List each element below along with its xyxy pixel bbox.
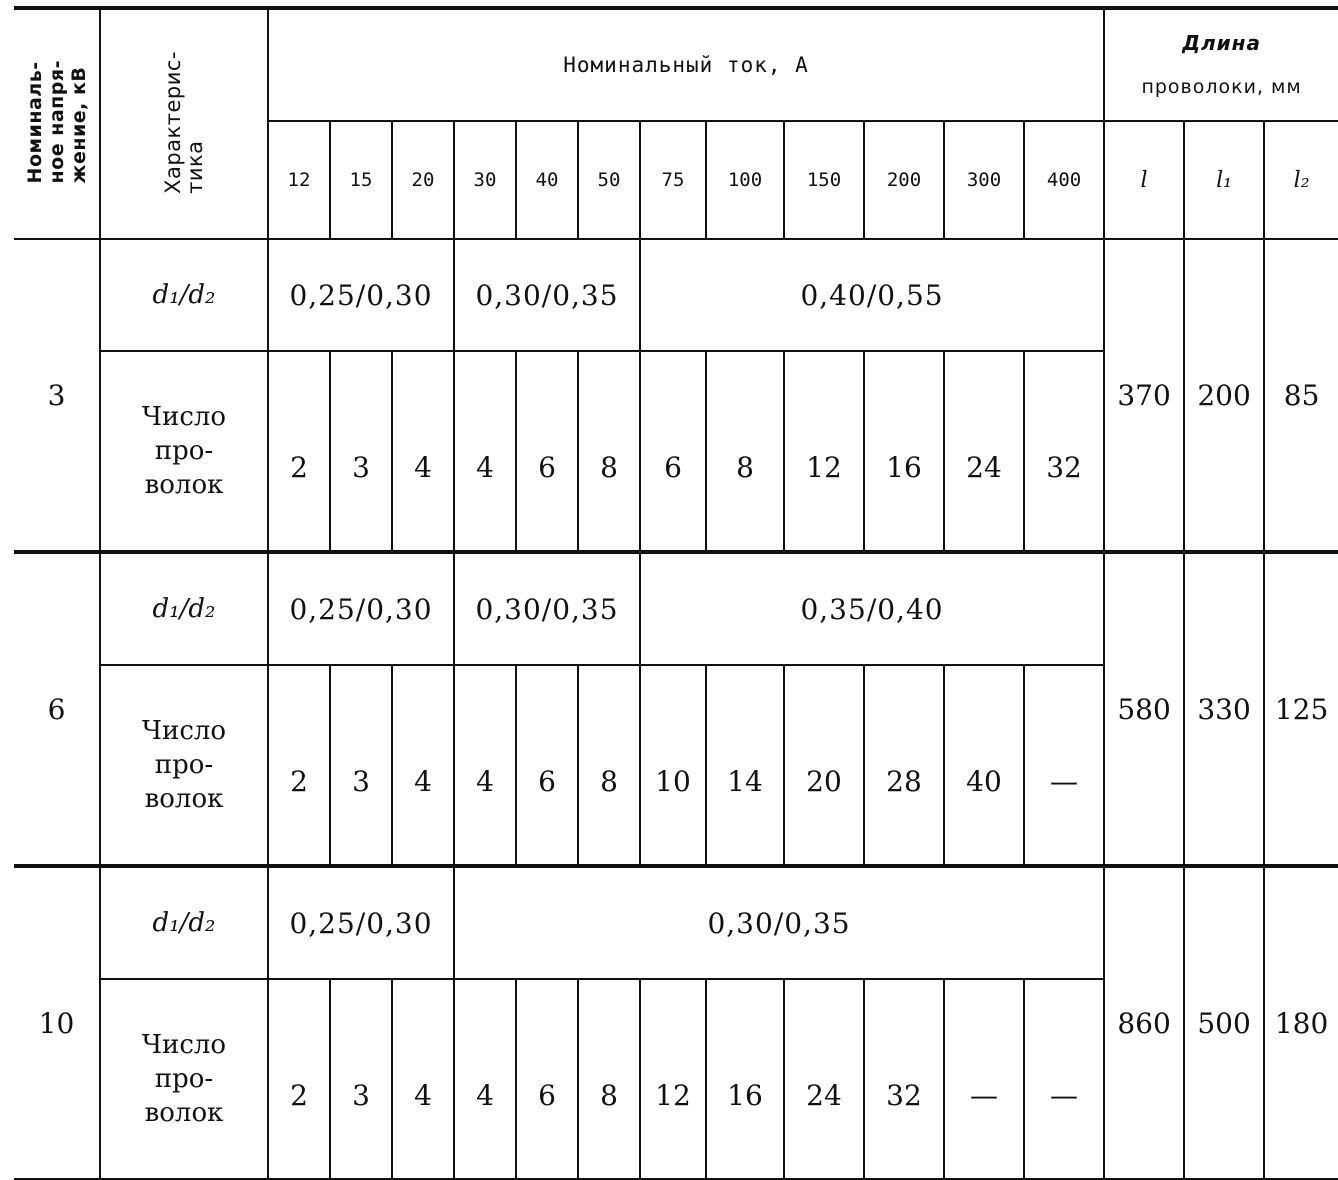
fuse-spec-table [14, 6, 1338, 1180]
wire-count-cell: 6 [640, 351, 706, 552]
wire-count-cell: 2 [268, 351, 330, 552]
wire-count-cell: 6 [516, 351, 578, 552]
wire-count-cell: 3 [330, 979, 392, 1179]
wire-count-cell: 32 [864, 979, 944, 1179]
wire-count-cell: 3 [330, 665, 392, 866]
length-title: Длина [1182, 31, 1261, 55]
wire-count-label: Число про- волок [100, 665, 268, 866]
wire-count-cell: 16 [864, 351, 944, 552]
current-value-cell: 300 [944, 121, 1024, 239]
characteristic-header-cell [100, 8, 268, 239]
wire-count-cell: 14 [706, 665, 784, 866]
wire-count-cell: 2 [268, 665, 330, 866]
current-value-cell: 20 [392, 121, 454, 239]
voltage-header-cell [14, 8, 100, 239]
length-value-cell: 580 [1104, 552, 1184, 866]
length-symbol-cell: l [1104, 121, 1184, 239]
wire-count-cell: 4 [392, 979, 454, 1179]
length-subtitle: проволоки, мм [1141, 76, 1302, 98]
wire-count-label: Число про- волок [100, 351, 268, 552]
wire-count-cell: 8 [578, 979, 640, 1179]
length-value-cell: 500 [1184, 866, 1264, 1179]
ratio-label: d₁/d₂ [100, 866, 268, 979]
wire-count-label: Число про- волок [100, 979, 268, 1179]
current-value-cell: 200 [864, 121, 944, 239]
wire-count-cell: 6 [516, 665, 578, 866]
ratio-label: d₁/d₂ [100, 552, 268, 665]
current-value-cell: 30 [454, 121, 516, 239]
wire-count-cell: 4 [392, 351, 454, 552]
wire-count-cell: 3 [330, 351, 392, 552]
length-symbol-cell: l₁ [1184, 121, 1264, 239]
ratio-value-cell: 0,40/0,55 [640, 239, 1104, 351]
voltage-cell: 3 [14, 239, 100, 552]
length-value-cell: 860 [1104, 866, 1184, 1179]
wire-count-cell: 4 [454, 665, 516, 866]
wire-count-cell: — [1024, 665, 1104, 866]
wire-count-cell: 12 [784, 351, 864, 552]
ratio-value-cell: 0,30/0,35 [454, 866, 1104, 979]
voltage-cell: 6 [14, 552, 100, 866]
length-symbol-cell: l₂ [1264, 121, 1338, 239]
ratio-value-cell: 0,30/0,35 [454, 552, 640, 665]
length-header-cell [1104, 8, 1338, 121]
wire-count-cell: 40 [944, 665, 1024, 866]
table-body [14, 239, 1338, 1179]
wire-count-cell: 8 [578, 351, 640, 552]
ratio-label: d₁/d₂ [100, 239, 268, 351]
current-value-cell: 40 [516, 121, 578, 239]
current-value-cell: 400 [1024, 121, 1104, 239]
ratio-value-cell: 0,25/0,30 [268, 552, 454, 665]
characteristic-header: Характерис- тика [161, 50, 207, 194]
wire-count-cell: 4 [454, 351, 516, 552]
wire-count-cell: — [944, 979, 1024, 1179]
length-value-cell: 85 [1264, 239, 1338, 552]
wire-count-cell: 6 [516, 979, 578, 1179]
ratio-value-cell: 0,35/0,40 [640, 552, 1104, 665]
ratio-value-cell: 0,25/0,30 [268, 239, 454, 351]
wire-count-cell: 4 [454, 979, 516, 1179]
ratio-row [14, 866, 1338, 979]
wire-count-cell: 20 [784, 665, 864, 866]
voltage-header: Номиналь- ное напря- жение, кВ [23, 60, 90, 184]
length-value-cell: 330 [1184, 552, 1264, 866]
current-value-cell: 75 [640, 121, 706, 239]
ratio-value-cell: 0,25/0,30 [268, 866, 454, 979]
ratio-row [14, 239, 1338, 351]
wire-count-cell: 8 [578, 665, 640, 866]
length-value-cell: 200 [1184, 239, 1264, 552]
wire-count-cell: 16 [706, 979, 784, 1179]
wire-count-cell: 10 [640, 665, 706, 866]
wire-count-cell: 12 [640, 979, 706, 1179]
wire-count-cell: — [1024, 979, 1104, 1179]
ratio-row [14, 552, 1338, 665]
wire-count-cell: 24 [944, 351, 1024, 552]
voltage-cell: 10 [14, 866, 100, 1179]
current-value-cell: 12 [268, 121, 330, 239]
current-value-cell: 150 [784, 121, 864, 239]
length-value-cell: 180 [1264, 866, 1338, 1179]
current-value-cell: 100 [706, 121, 784, 239]
wire-count-cell: 28 [864, 665, 944, 866]
wire-count-cell: 4 [392, 665, 454, 866]
wire-count-cell: 2 [268, 979, 330, 1179]
wire-count-cell: 24 [784, 979, 864, 1179]
wire-count-cell: 32 [1024, 351, 1104, 552]
table-header [14, 8, 1338, 239]
current-title: Номинальный ток, А [268, 8, 1104, 121]
current-value-cell: 15 [330, 121, 392, 239]
length-value-cell: 125 [1264, 552, 1338, 866]
wire-count-cell: 8 [706, 351, 784, 552]
length-value-cell: 370 [1104, 239, 1184, 552]
current-value-cell: 50 [578, 121, 640, 239]
ratio-value-cell: 0,30/0,35 [454, 239, 640, 351]
